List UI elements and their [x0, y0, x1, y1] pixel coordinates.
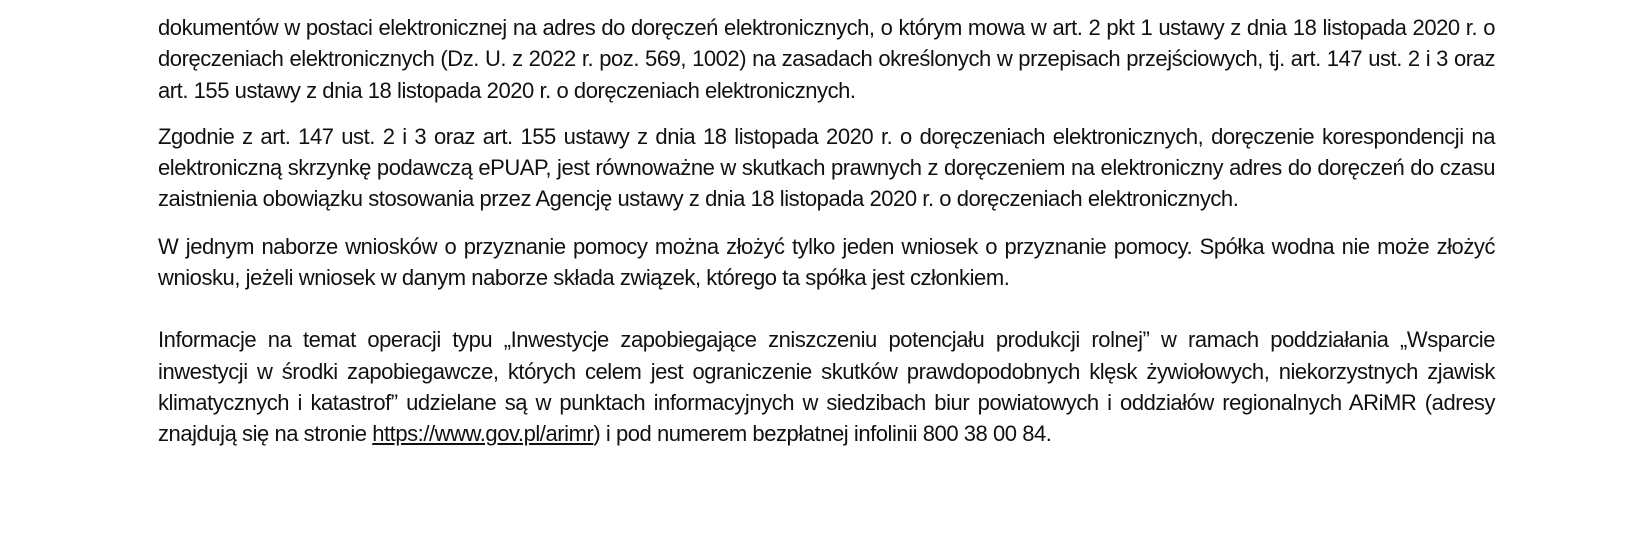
document-page: [158, 12, 1495, 450]
arimr-website-link[interactable]: https://www.gov.pl/arimr: [372, 421, 594, 447]
paragraph-info-text-after-link: ) i pod numerem bezpłatnej infolinii 800 38 00 84.: [593, 421, 1052, 447]
paragraph-one-application-rule: W jednym naborze wniosków o przyznanie pomocy można złożyć tylko jeden wniosek o przyznanie pomocy. Spółka wodna nie może złożyć wniosku, jeżeli wniosek w danym naborze składa związek, którego ta spółka jest członkiem.: [158, 233, 1495, 291]
paragraph-epuap-equivalence: Zgodnie z art. 147 ust. 2 i 3 oraz art. 155 ustawy z dnia 18 listopada 2020 r. o doręczeniach elektronicznych, doręczenie korespondencji na elektroniczną skrzynkę podawczą ePUAP, jest równoważne w skutkach prawnych z doręczeniem na elektroniczny adres do doręczeń do czasu zaistnienia obowiązku stosowania przez Agencję ustawy z dnia 18 listopada 2020 r. o doręczeniach elektronicznych.: [158, 123, 1495, 212]
paragraph-electronic-delivery-address: dokumentów w postaci elektronicznej na adres do doręczeń elektronicznych, o którym mowa w art. 2 pkt 1 ustawy z dnia 18 listopada 2020 r. o doręczeniach elektronicznych (Dz. U. z 2022 r. poz. 569, 1002) na zasadach określonych w przepisach przejściowych, tj. art. 147 ust. 2 i 3 oraz art. 155 ustawy z dnia 18 listopada 2020 r. o doręczeniach elektronicznych.: [158, 15, 1495, 103]
paragraph-info-text-before-link: Informacje na temat operacji typu „Inwestycje zapobiegające zniszczeniu potencjału produkcji rolnej” w ramach poddziałania „Wsparcie inwestycji w środki zapobiegawcze, których celem jest ograniczenie skutków prawdopodobnych klęsk żywiołowych, niekorzystnych zjawisk klimatycznych i katastrof” udzielane są w punktach informacyjnych w siedzibach biur powiatowych i oddziałów regionalnych ARiMR (adresy znajdują się na stronie: [158, 327, 1495, 447]
paragraph-information-points: [158, 324, 1495, 449]
